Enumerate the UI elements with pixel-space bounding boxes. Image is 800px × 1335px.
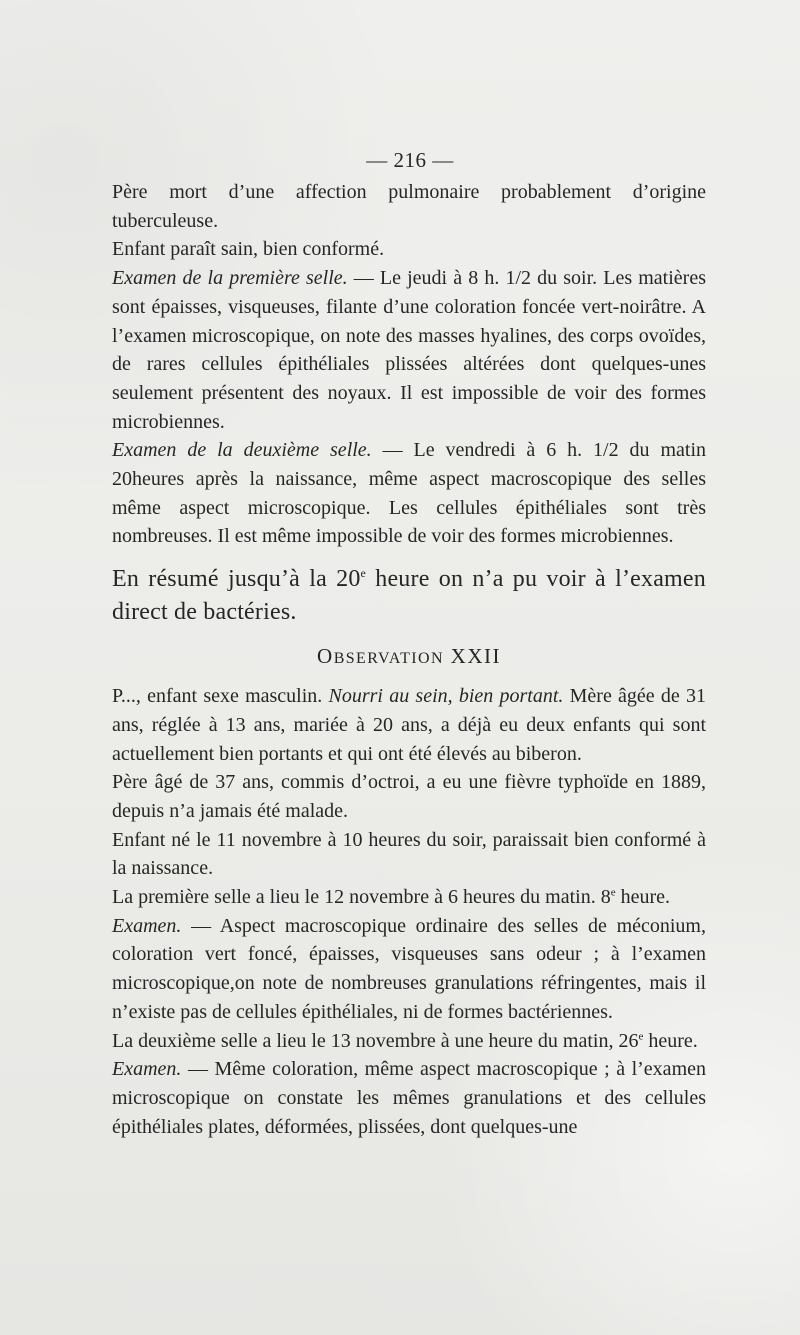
body-text: — Même coloration, même aspect macroscopique ; à l’examen microscopique on constate les mêmes granulations et des cellules épithéliales plates, déformées, plissées, dont quelques-une — [112, 1058, 711, 1138]
body-text: P..., enfant sexe masculin. — [112, 685, 329, 708]
body-text: La première selle a lieu le 12 novembre à 6 heures du matin. 8 — [112, 886, 611, 909]
italic-text: Examen de la première selle. — [112, 267, 348, 290]
body-text: Enfant né le 11 novembre à 10 heures du soir, paraissait bien conformé à la naissance. — [112, 828, 711, 880]
observation-heading — [112, 641, 706, 674]
summary-superscript: e — [360, 566, 367, 581]
italic-text: Examen. — [112, 1058, 182, 1081]
italic-text: Nourri au sein, bien portant. — [328, 685, 564, 708]
page-number: — 216 — — [366, 148, 454, 172]
observation-paragraph — [112, 912, 711, 1027]
intro-paragraph — [112, 436, 711, 551]
body-text: Père mort d’une affection pulmonaire probablement d’origine tuberculeuse. — [112, 181, 711, 232]
body-text: Père âgé de 37 ans, commis d’octroi, a eu une fièvre typhoïde en 1889, depuis n’a jamais été malade. — [112, 771, 711, 822]
observation-word: BSERVATION — [333, 650, 444, 668]
superscript-text: e — [610, 886, 616, 899]
italic-text: Examen de la deuxième selle. — [112, 439, 372, 462]
summary-text-after: heure on n’a pu voir à l’examen direct de bactéries. — [112, 566, 706, 626]
intro-section — [112, 178, 711, 551]
observation-initial: O — [317, 644, 334, 669]
observation-paragraph — [112, 1027, 706, 1056]
summary-paragraph — [112, 563, 706, 629]
body-text: Enfant paraît sain, bien conformé. — [112, 238, 385, 261]
summary-text-before: En résumé jusqu’à la 20 — [112, 566, 361, 593]
observation-paragraph — [112, 883, 706, 912]
observation-number: XXII — [443, 644, 501, 669]
observation-paragraph — [112, 826, 711, 883]
italic-text: Examen. — [112, 914, 182, 937]
body-text: heure. — [643, 1029, 698, 1052]
body-text: La deuxième selle a lieu le 13 novembre à une heure du matin, 26 — [112, 1029, 639, 1052]
body-text: — Le jeudi à 8 h. 1/2 du soir. Les matières sont épaisses, visqueuses, filante d’une coloration foncée vert-noirâtre. A l’examen microscopique, on note des masses hyalines, des corps ovoïdes, de rares cellules épithéliales plissées altérées dont quelques-unes seulement présentent des noyaux. Il est impossible de voir des formes microbiennes. — [112, 267, 711, 433]
observation-paragraph — [112, 1055, 711, 1141]
superscript-text: e — [638, 1029, 644, 1042]
intro-paragraph — [112, 178, 711, 235]
body-text: — Aspect macroscopique ordinaire des selles de méconium, coloration vert foncé, épaisses, visqueuses sans odeur ; à l’examen microscopique,on note de nombreuses granulations réfringentes, mais il n’existe pas de cellules épithéliales, ni de formes bactériennes. — [112, 914, 711, 1023]
page-content — [112, 142, 711, 1141]
body-text: heure. — [615, 886, 671, 909]
observation-paragraph — [112, 768, 711, 825]
body-text: Mère âgée de 31 ans, réglée à 13 ans, mariée à 20 ans, a déjà eu deux enfants qui sont actuellement bien portants et qui ont été élevés au biberon. — [112, 685, 711, 765]
observation-paragraph — [112, 682, 711, 768]
intro-paragraph — [112, 235, 706, 264]
observation-section — [112, 682, 711, 1141]
body-text: — Le vendredi à 6 h. 1/2 du matin 20heures après la naissance, même aspect macroscopique des selles même aspect microscopique. Les cellules épithéliales sont très nombreuses. Il est même impossible de voir des formes microbiennes. — [112, 439, 711, 548]
intro-paragraph — [112, 264, 711, 436]
